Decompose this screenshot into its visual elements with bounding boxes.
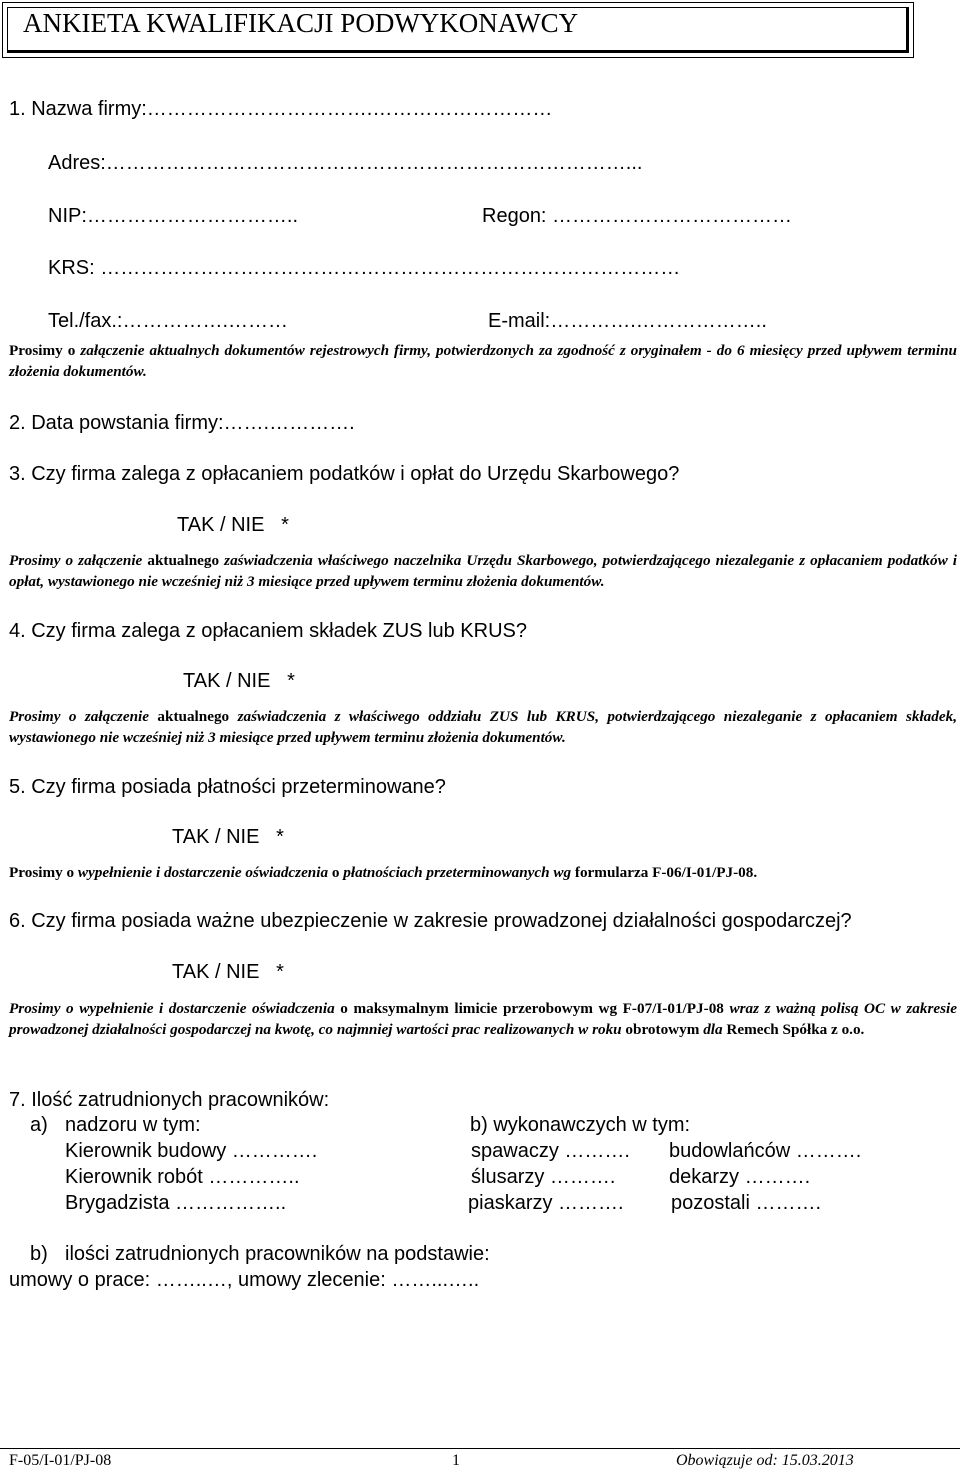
foreman-field[interactable]: Brygadzista …………….. — [65, 1192, 287, 1214]
sandblasters-field[interactable]: piaskarzy ………. — [468, 1192, 624, 1214]
note-text-run: formularza F-06/I-01/PJ-08. — [574, 864, 758, 881]
note-text-run: wypełnienie i dostarczenie oświadczenia — [77, 864, 332, 881]
note-text-run: Prosimy o załączenie — [9, 552, 148, 569]
nip-field[interactable]: NIP:………………………….. — [48, 205, 299, 227]
works-manager-field[interactable]: Kierownik robót ………….. — [65, 1166, 300, 1188]
note-text-run: zaświadczenia — [224, 552, 318, 569]
subpoint-a-label: a) — [30, 1114, 48, 1136]
answer-insurance[interactable]: TAK / NIE * — [172, 961, 284, 983]
note-text-run: płatnościach przeterminowanych wg — [343, 864, 575, 881]
builders-field[interactable]: budowlańców ………. — [669, 1140, 862, 1162]
krs-field[interactable]: KRS: …………………………………………………………………………… — [48, 257, 681, 279]
founding-date-field[interactable]: 2. Data powstania firmy:…….…………. — [9, 412, 355, 434]
others-field[interactable]: pozostali ………. — [671, 1192, 822, 1214]
question-tax-arrears: 3. Czy firma zalega z opłacaniem podatków i opłat do Urzędu Skarbowego? — [9, 463, 680, 485]
note-text-run: właściwego naczelnika Urzędu Skarbowego, potwierdzającego niezaleganie z opłacaniem podatków i opłat, wystawionego nie wcześniej niż 3 miesiące przed upływem terminu złożenia dokumentów. — [9, 552, 957, 590]
note-registration-documents: Prosimy o załączenie aktualnych dokumentów rejestrowych firmy, potwierdzonych za zgodność z oryginałem - do 6 miesięcy przed upływem terminu złożenia dokumentów. — [9, 342, 957, 380]
note-text-run: Remech Spółka z o.o. — [726, 1021, 865, 1038]
roofers-field[interactable]: dekarzy ………. — [669, 1166, 811, 1188]
note-text-run: zaświadczenia z właściwego oddziału ZUS lub KRUS, potwierdzającego niezaleganie z opłacaniem składek, wystawionego nie wcześniej niż 3 miesiące przed upływem terminu złożenia dokumentów. — [9, 708, 957, 746]
note-text-run: Prosimy o — [9, 864, 78, 881]
question-employees: 7. Ilość zatrudnionych pracowników: — [9, 1089, 330, 1111]
note-text-run: dla — [703, 1021, 727, 1038]
note-insurance-statement — [9, 998, 957, 1040]
answer-overdue-payments[interactable]: TAK / NIE * — [172, 826, 284, 848]
note-text-run: Prosimy o załączenie — [9, 708, 158, 725]
page-number: 1 — [452, 1452, 460, 1469]
valid-from: Obowiązuje od: 15.03.2013 — [676, 1452, 854, 1469]
note-text-run: o — [331, 864, 344, 881]
question-overdue-payments: 5. Czy firma posiada płatności przeterminowane? — [9, 776, 446, 798]
tel-fax-field[interactable]: Tel./fax.:…………….……… — [48, 310, 289, 332]
company-name-field[interactable]: 1. Nazwa firmy:…………………………….……………………… — [9, 98, 553, 120]
note-text-run: Prosimy o wypełnienie i dostarczenie oświadczenia — [9, 1000, 341, 1017]
site-manager-field[interactable]: Kierownik budowy …………. — [65, 1140, 318, 1162]
note-text-run: wraz z ważną polisą OC w zakresie prowadzonej działalności gospodarczej na kwotę, co najmniej wartości prac realizowanych w roku — [9, 1000, 957, 1038]
note-text-run: o maksymalnym limicie przerobowym wg F-07/I-01/PJ-08 — [340, 1000, 730, 1017]
locksmiths-field[interactable]: ślusarzy ………. — [471, 1166, 616, 1188]
title-frame — [2, 2, 914, 58]
contracts-field[interactable]: umowy o prace: ……..…, umowy zlecenie: ……...….. — [9, 1269, 480, 1291]
form-code: F-05/I-01/PJ-08 — [9, 1452, 112, 1469]
regon-field[interactable]: Regon: ……………………………… — [482, 205, 793, 227]
welders-field[interactable]: spawaczy ………. — [471, 1140, 630, 1162]
note-zus-certificate — [9, 706, 957, 748]
question-zus-arrears: 4. Czy firma zalega z opłacaniem składek ZUS lub KRUS? — [9, 620, 527, 642]
question-insurance: 6. Czy firma posiada ważne ubezpieczenie w zakresie prowadzonej działalności gospodarczej? — [9, 910, 852, 932]
answer-tax-arrears[interactable]: TAK / NIE * — [177, 514, 289, 536]
note-text-run: aktualnego — [147, 552, 225, 569]
workers-heading: b) wykonawczych w tym: — [470, 1114, 691, 1136]
footer-divider — [0, 1448, 960, 1449]
address-field[interactable]: Adres:……………………………………………………………………... — [48, 152, 643, 174]
note-tax-certificate — [9, 550, 957, 592]
note-overdue-statement — [9, 862, 957, 883]
contract-basis-heading: ilości zatrudnionych pracowników na podstawie: — [65, 1243, 490, 1265]
note-text-run: aktualnego — [157, 708, 238, 725]
supervision-heading: nadzoru w tym: — [65, 1114, 201, 1136]
page-title: ANKIETA KWALIFIKACJI PODWYKONAWCY — [23, 8, 579, 38]
subpoint-b-label: b) — [30, 1243, 48, 1265]
note-text-run: obrotowym — [625, 1021, 704, 1038]
email-field[interactable]: E-mail:………….……………….. — [488, 310, 767, 332]
answer-zus-arrears[interactable]: TAK / NIE * — [183, 670, 295, 692]
